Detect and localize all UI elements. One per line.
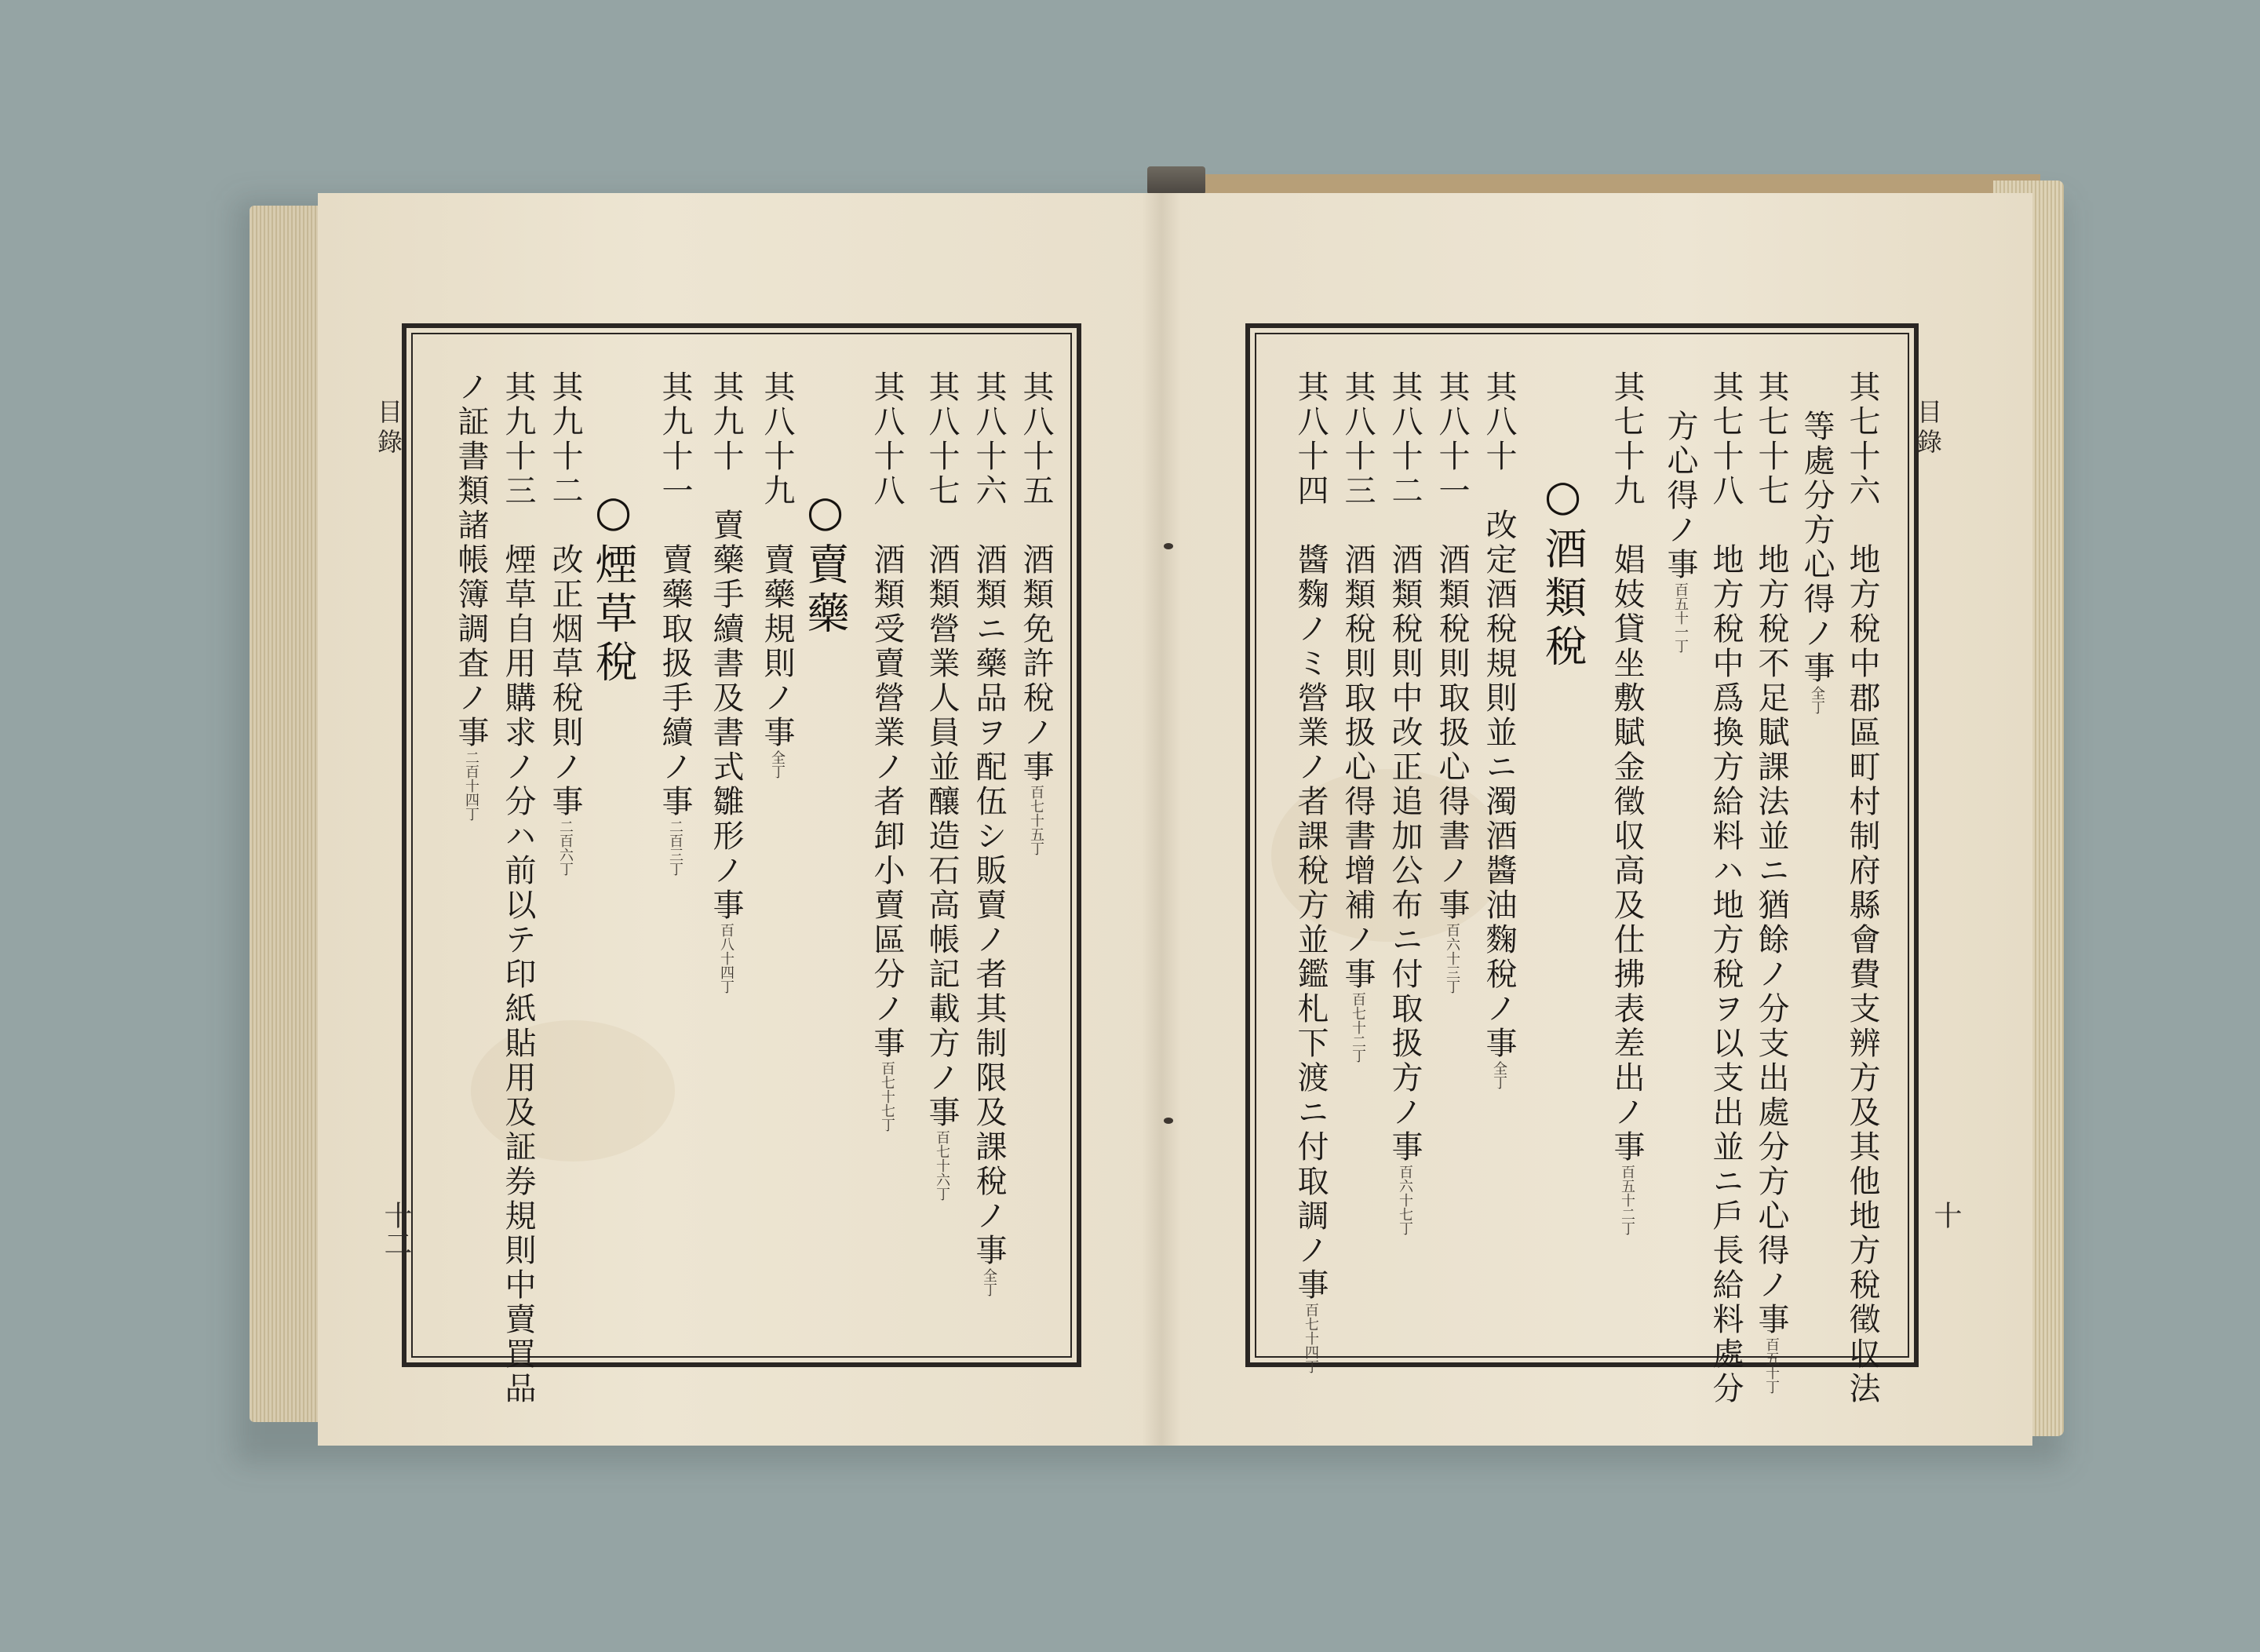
toc-entry-text: 其九十二 改正烟草稅則ノ事 [547,370,583,819]
toc-entry-page: 百六十三丁 [1444,923,1460,994]
toc-entry [1334,370,1381,1063]
toc-entry [702,370,749,994]
toc-entry-text: 其八十四 醬麴ノミ營業ノ者課稅方並鑑札下渡ニ付取調ノ事 [1292,370,1329,1303]
section-heading-patent-medicine: ○賣藥 [800,487,850,640]
binding-stitch [1164,543,1173,549]
toc-entry [1428,370,1475,994]
toc-entry-text: ノ証書類諸帳簿調査ノ事 [453,370,489,750]
toc-entry-text: 其七十九 娼妓貸坐敷賦金徵収高及仕拂表差出ノ事 [1609,370,1645,1165]
toc-entry-page: 二百十四丁 [463,750,479,821]
toc-entry [541,370,589,876]
toc-entry-text: 其八十八 酒類受賣營業ノ者卸小賣區分ノ事 [869,370,905,1061]
toc-entry-text: 其七十六 地方稅中郡區町村制府縣會費支辨方及其他地方稅徵収法 [1844,370,1880,1406]
toc-entry [965,370,1012,1296]
toc-entry [1839,370,1886,1406]
toc-entry-text: 其七十七 地方稅不足賦課法並ニ猶餘ノ分支出處分方心得ノ事 [1753,370,1789,1337]
toc-entry [753,370,800,779]
toc-entry-text: 其九十三 煙草自用購求ノ分ハ前以テ印紙貼用及証券規則中賣買品 [500,370,536,1406]
toc-entry-page: 百七十二丁 [1350,992,1366,1063]
toc-entry-text: 其七十八 地方稅中爲換方給料ハ地方稅ヲ以支出並ニ戶長給料處分 [1708,370,1744,1406]
toc-entry [1748,370,1795,1394]
toc-entry [1012,370,1059,855]
toc-entry-page: 百五十二丁 [1619,1165,1635,1235]
toc-entry [1603,370,1650,1235]
toc-entry-page: 百五十丁 [1763,1337,1780,1394]
toc-entry [494,370,541,1406]
toc-entry-page: 二百六丁 [557,819,574,876]
spine-binding [1147,166,1205,195]
toc-entry-page: 百七十七丁 [879,1061,895,1132]
toc-entry-page: 百七十四丁 [1303,1303,1319,1373]
toc-entry [918,370,965,1201]
toc-entry [1475,370,1522,1089]
toc-entry-text: 其八十 改定酒稅規則並ニ濁酒醬油麴稅ノ事 [1481,370,1517,1061]
toc-entry-page: 百六十七丁 [1397,1165,1413,1235]
toc-entry-page: 全丁 [1809,686,1825,714]
toc-entry-text: 其八十二 酒類稅則中改正追加公布ニ付取扱方ノ事 [1387,370,1423,1165]
toc-entry-text: 其八十三 酒類稅則取扱心得書增補ノ事 [1340,370,1376,992]
toc-entry [1793,410,1840,714]
binding-stitch [1164,1118,1173,1124]
toc-entry-page: 百七十六丁 [934,1130,950,1201]
toc-entry-text: 其九十一 賣藥取扱手續ノ事 [657,370,693,819]
toc-entry-text: 其九十 賣藥手續書及書式雛形ノ事 [708,370,744,923]
section-heading-sake-tax: ○酒類稅 [1538,471,1587,673]
section-heading-tobacco-tax: ○煙草稅 [589,487,638,688]
toc-entry-text: 其八十六 酒類ニ藥品ヲ配伍シ販賣ノ者其制限及課稅ノ事 [971,370,1007,1268]
toc-entry [1287,370,1334,1373]
toc-entry-page: 百八十四丁 [718,923,734,994]
toc-entry-page: 全丁 [1491,1061,1507,1089]
toc-entry [651,370,698,876]
toc-entry-page: 二百三丁 [667,819,683,876]
right-running-head: 目錄 [1913,399,1943,458]
toc-entry-text: 方心得ノ事 [1662,410,1698,582]
toc-entry-page: 全丁 [981,1268,997,1296]
toc-entry [1657,410,1704,653]
toc-entry-page: 百七十五丁 [1028,785,1044,855]
left-page-number: 十二 [380,1201,412,1257]
left-page-stack [250,206,324,1422]
right-page-number: 十 [1930,1201,1962,1229]
toc-entry-text: 其八十九 賣藥規則ノ事 [759,370,795,750]
toc-entry-text: 其八十一 酒類稅則取扱心得書ノ事 [1434,370,1470,923]
toc-entry-page: 百五十一丁 [1672,582,1689,653]
left-running-head: 目錄 [374,399,403,458]
book-gutter [1142,193,1181,1446]
toc-entry-text: 其八十七 酒類營業人員並釀造石高帳記載方ノ事 [924,370,960,1130]
toc-entry-text: 其八十五 酒類免許稅ノ事 [1018,370,1054,785]
toc-entry [447,370,494,821]
toc-entry-text: 等處分方心得ノ事 [1799,410,1835,686]
toc-entry [1702,370,1749,1406]
toc-entry [1381,370,1428,1235]
toc-entry [863,370,910,1132]
toc-entry-page: 全丁 [769,750,786,779]
